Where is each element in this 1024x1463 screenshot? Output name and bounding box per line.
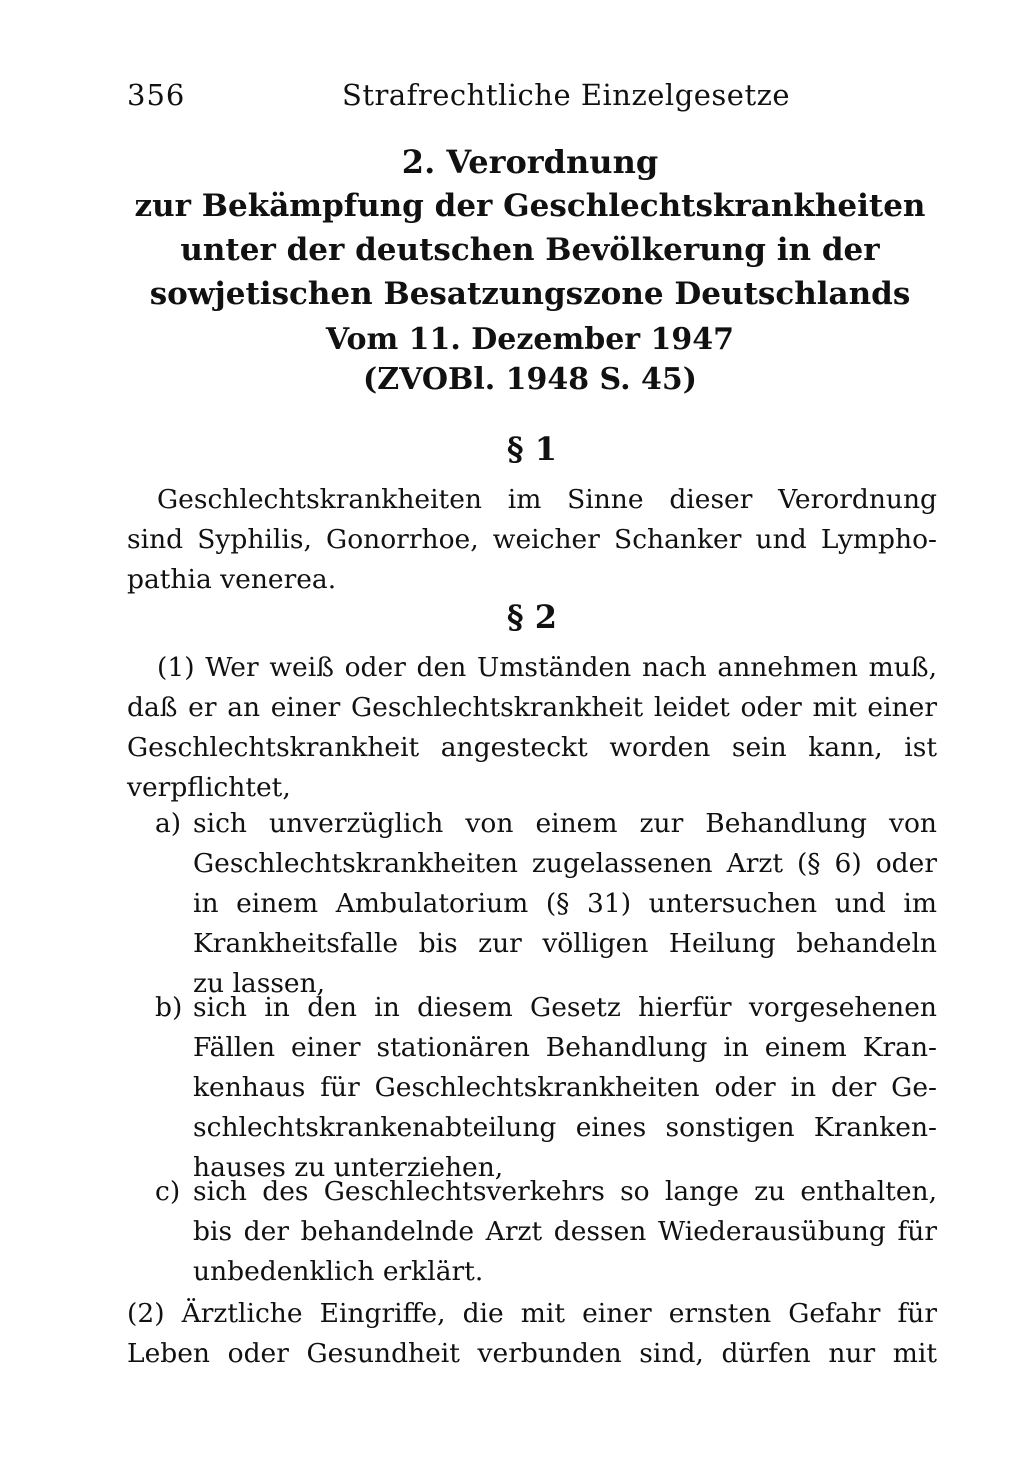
ordinance-title-block	[100, 140, 960, 400]
text-line: Leben oder Gesundheit verbunden sind, dürfen nur mit	[127, 1338, 937, 1369]
text-line: sich des Geschlechtsverkehrs so lange zu enthalten,	[193, 1176, 937, 1207]
text-line: Geschlechtskrankheit angesteckt worden sein kann, ist	[127, 732, 937, 763]
ordinance-date: Vom 11. Dezember 1947	[325, 322, 735, 357]
text-line: in einem Ambulatorium (§ 31) untersuchen und im	[193, 888, 937, 919]
text-line: kenhaus für Geschlechtskrankheiten oder in der Ge-	[193, 1072, 937, 1103]
text-line: (1) Wer weiß oder den Umständen nach annehmen muß,	[157, 652, 937, 683]
section-heading-2: § 2	[506, 598, 558, 636]
text-line: zu lassen,	[193, 968, 326, 999]
text-line: verpflichtet,	[127, 772, 291, 803]
list-marker: b)	[155, 992, 183, 1023]
text-line: pathia venerea.	[127, 564, 337, 595]
text-line: sind Syphilis, Gonorrhoe, weicher Schanker und Lympho-	[127, 524, 937, 555]
ordinance-source: (ZVOBl. 1948 S. 45)	[363, 362, 697, 397]
running-head	[127, 78, 937, 118]
ordinance-title-line: zur Bekämpfung der Geschlechtskrankheiten	[134, 188, 926, 224]
text-line: sich in den in diesem Gesetz hierfür vorgesehenen	[193, 992, 937, 1023]
ordinance-title-line: 2. Verordnung	[401, 143, 659, 181]
ordinance-title-line: sowjetischen Besatzungszone Deutschlands	[149, 276, 911, 312]
running-title: Strafrechtliche Einzelgesetze	[342, 78, 791, 112]
section-2-paragraph-2	[127, 1294, 937, 1374]
text-line: bis der behandelnde Arzt dessen Wiederausübung für	[193, 1216, 937, 1247]
text-line: hauses zu unterziehen,	[193, 1152, 504, 1183]
text-line: schlechtskrankenabteilung eines sonstigen Kranken-	[193, 1112, 937, 1143]
text-line: Krankheitsfalle bis zur völligen Heilung behandeln	[193, 928, 937, 959]
section-2-paragraph-1	[127, 648, 937, 808]
list-item-a	[155, 804, 937, 1004]
section-1-paragraph	[127, 480, 937, 600]
list-item-b	[155, 988, 937, 1188]
text-line: sich unverzüglich von einem zur Behandlung von	[193, 808, 937, 839]
text-line: Geschlechtskrankheiten zugelassenen Arzt (§ 6) oder	[193, 848, 937, 879]
text-line: Geschlechtskrankheiten im Sinne dieser Verordnung	[157, 484, 937, 515]
text-line: unbedenklich erklärt.	[193, 1256, 484, 1287]
text-line: daß er an einer Geschlechtskrankheit leidet oder mit einer	[127, 692, 937, 723]
list-marker: a)	[155, 808, 182, 839]
list-item-c	[155, 1172, 937, 1292]
section-heading-1: § 1	[506, 430, 558, 468]
ordinance-title-line: unter der deutschen Bevölkerung in der	[180, 232, 880, 268]
list-marker: c)	[155, 1176, 181, 1207]
text-line: Fällen einer stationären Behandlung in einem Kran-	[193, 1032, 937, 1063]
text-line: (2) Ärztliche Eingriffe, die mit einer ernsten Gefahr für	[127, 1298, 937, 1329]
page-number: 356	[127, 78, 186, 112]
